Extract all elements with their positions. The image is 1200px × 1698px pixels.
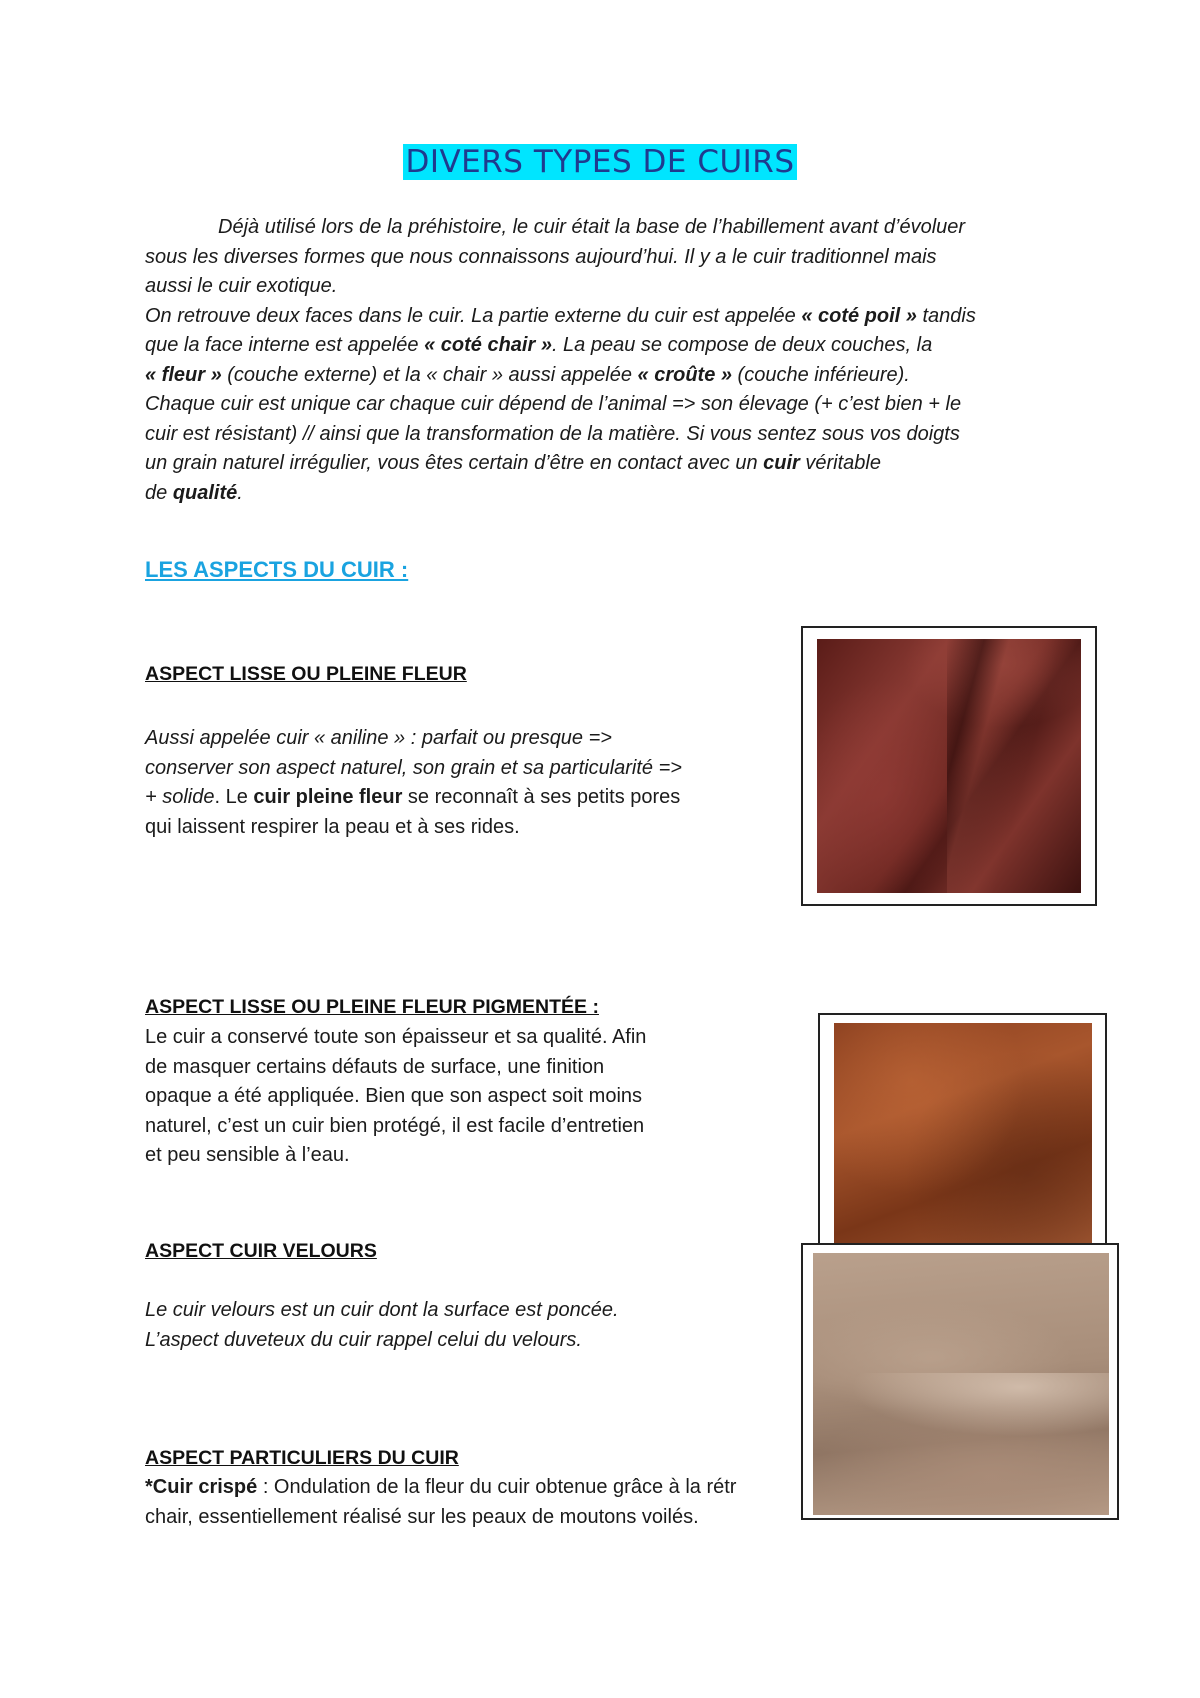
leather-photo-pleine-fleur xyxy=(801,626,1097,906)
intro-line: cuir est résistant) // ainsi que la transformation de la matière. Si vous sentez sous vos doigts xyxy=(145,422,960,445)
aspect1-heading: ASPECT LISSE OU PLEINE FLEUR xyxy=(145,663,467,685)
leather-texture-brown xyxy=(834,1023,1092,1255)
section-title: LES ASPECTS DU CUIR : xyxy=(145,557,409,582)
intro-paragraph xyxy=(145,213,1065,508)
intro-line xyxy=(145,302,1065,332)
aspect1-text-part: . Le xyxy=(214,786,254,808)
intro-text: que la face interne est appelée xyxy=(145,334,425,356)
aspect2-line: Le cuir a conservé toute son épaisseur et sa qualité. Afin xyxy=(145,1026,647,1048)
aspect2-line: opaque a été appliquée. Bien que son aspect soit moins xyxy=(145,1085,643,1107)
suede-texture xyxy=(813,1253,1109,1515)
leather-photo-velours xyxy=(801,1243,1119,1520)
aspect1-text-part: + solide xyxy=(145,786,215,808)
aspect2-text xyxy=(145,1023,646,1171)
aspect3-heading: ASPECT CUIR VELOURS xyxy=(145,1240,377,1262)
aspect2-line: de masquer certains défauts de surface, une finition xyxy=(145,1055,605,1078)
document-title: DIVERS TYPES DE CUIRS xyxy=(405,144,795,180)
intro-bold-term: « fleur » xyxy=(145,363,222,386)
intro-bold-term: « croûte » xyxy=(637,363,732,386)
aspect2-line: et peu sensible à l’eau. xyxy=(145,1144,350,1166)
aspect4-line xyxy=(145,1473,736,1503)
aspect1-text xyxy=(145,724,682,842)
intro-bold-term: « coté poil » xyxy=(801,304,917,327)
intro-line: aussi le cuir exotique. xyxy=(145,275,338,297)
suede-ridge-highlight xyxy=(813,1373,1109,1515)
aspect4-heading: ASPECT PARTICULIERS DU CUIR xyxy=(145,1447,459,1469)
leather-photo-pigmentee xyxy=(818,1013,1107,1255)
intro-line xyxy=(145,449,1065,479)
aspect4-text-part: : Ondulation de la fleur du cuir obtenue grâce à la rétr xyxy=(257,1476,737,1498)
intro-line: sous les diverses formes que nous connaissons aujourd’hui. Il y a le cuir traditionnel mais xyxy=(145,245,937,268)
leather-fold-shadow xyxy=(947,639,1087,893)
intro-text: . xyxy=(237,481,243,504)
aspect2-line: naturel, c’est un cuir bien protégé, il est facile d’entretien xyxy=(145,1114,645,1137)
aspect3-text xyxy=(145,1296,619,1355)
intro-line xyxy=(145,331,1065,361)
intro-line: Déjà utilisé lors de la préhistoire, le cuir était la base de l’habillement avant d’évoluer xyxy=(218,216,966,238)
aspect3-line: Le cuir velours est un cuir dont la surface est poncée. xyxy=(145,1299,619,1321)
intro-text: véritable xyxy=(799,452,881,474)
intro-bold-term: qualité xyxy=(172,481,238,504)
intro-text: un grain naturel irrégulier, vous êtes certain d’être en contact avec un xyxy=(145,452,764,474)
aspect2-heading: ASPECT LISSE OU PLEINE FLEUR PIGMENTÉE : xyxy=(145,996,599,1018)
intro-text: . La peau se compose de deux couches, la xyxy=(551,334,933,356)
aspect1-line: conserver son aspect naturel, son grain et sa particularité => xyxy=(145,756,682,779)
intro-text: (couche externe) et la « chair » aussi appelée xyxy=(221,363,638,386)
intro-text: de xyxy=(145,481,173,504)
aspect1-text-part: se reconnaît à ses petits pores xyxy=(402,786,681,808)
intro-text: On retrouve deux faces dans le cuir. La partie externe du cuir est appelée xyxy=(145,304,802,327)
intro-line: Chaque cuir est unique car chaque cuir dépend de l’animal => son élevage (+ c’est bien + le xyxy=(145,393,962,415)
aspect1-line: qui laissent respirer la peau et à ses rides. xyxy=(145,815,520,838)
intro-text: (couche inférieure). xyxy=(732,363,910,386)
aspect4-bold-term: *Cuir crispé xyxy=(145,1476,258,1498)
leather-texture-red xyxy=(817,639,1081,893)
document-title-container xyxy=(0,144,1200,180)
aspect1-line xyxy=(145,783,682,813)
intro-line xyxy=(145,479,1065,509)
intro-line xyxy=(145,361,1065,391)
aspect4-line: chair, essentiellement réalisé sur les peaux de moutons voilés. xyxy=(145,1505,699,1528)
aspect3-line: L’aspect duveteux du cuir rappel celui du velours. xyxy=(145,1328,582,1351)
intro-text: tandis xyxy=(916,304,976,327)
aspect1-line: Aussi appelée cuir « aniline » : parfait ou presque => xyxy=(145,727,612,749)
intro-bold-term: « coté chair » xyxy=(424,334,552,356)
aspect4-text xyxy=(145,1473,736,1532)
intro-bold-term: cuir xyxy=(763,452,800,474)
aspect1-bold-term: cuir pleine fleur xyxy=(253,786,403,808)
